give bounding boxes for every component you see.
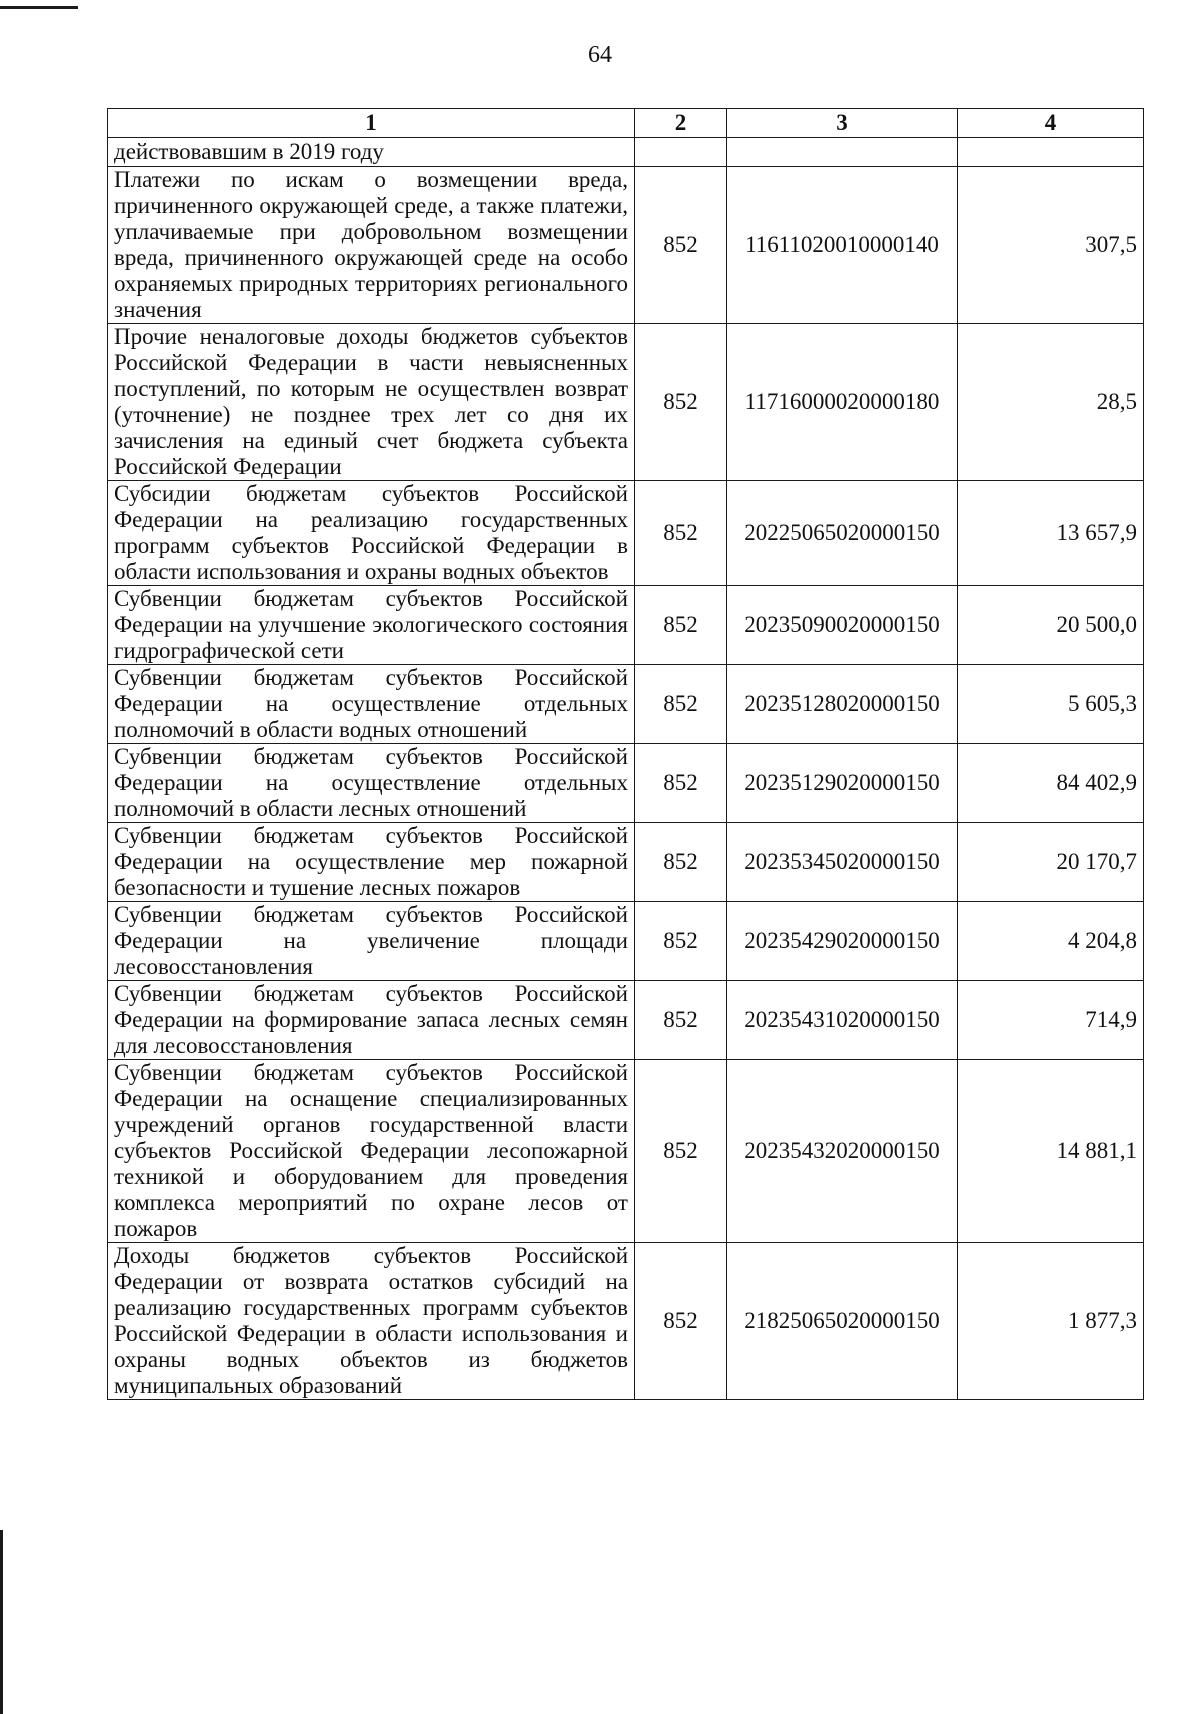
revenue-name: Прочие неналоговые доходы бюджетов субъектов Российской Федерации в части невыясненных поступлений, по которым не осуществлен возврат (уточнение) не позднее трех лет со дня их зачисления на единый счет бюджета субъекта Российской Федерации [108,324,635,481]
admin-code: 852 [635,324,727,481]
revenue-name: Субвенции бюджетам субъектов Российской Федерации на улучшение экологического состояния гидрографической сети [108,586,635,665]
table-row [108,324,1144,481]
table-row [108,902,1144,981]
table-row [108,586,1144,665]
budget-classification-code: 20235128020000150 [727,665,958,744]
admin-code: 852 [635,902,727,981]
empty-cell [635,138,727,167]
revenue-name: Субвенции бюджетам субъектов Российской Федерации на осуществление отдельных полномочий в области лесных отношений [108,744,635,823]
amount: 4 204,8 [958,902,1144,981]
budget-classification-code: 20225065020000150 [727,481,958,586]
amount: 714,9 [958,981,1144,1060]
budget-classification-code: 20235129020000150 [727,744,958,823]
header-col-2: 2 [635,109,727,138]
amount: 20 170,7 [958,823,1144,902]
revenue-table [107,108,1144,1400]
scan-edge-mark-top [0,6,78,9]
page-number: 64 [588,42,612,68]
table-row [108,665,1144,744]
admin-code: 852 [635,823,727,902]
admin-code: 852 [635,167,727,324]
revenue-name: Доходы бюджетов субъектов Российской Федерации от возврата остатков субсидий на реализацию государственных программ субъектов Российской Федерации в области использования и охраны водных объектов из бюджетов муниципальных образований [108,1243,635,1400]
table-row-continuation [108,138,1144,167]
admin-code: 852 [635,744,727,823]
table-row [108,481,1144,586]
revenue-name: Субвенции бюджетам субъектов Российской Федерации на формирование запаса лесных семян для лесовосстановления [108,981,635,1060]
admin-code: 852 [635,586,727,665]
budget-classification-code: 20235090020000150 [727,586,958,665]
amount: 13 657,9 [958,481,1144,586]
empty-cell [727,138,958,167]
budget-classification-code: 11611020010000140 [727,167,958,324]
table-row [108,1243,1144,1400]
budget-classification-code: 20235431020000150 [727,981,958,1060]
admin-code: 852 [635,1060,727,1243]
table-row [108,823,1144,902]
amount: 14 881,1 [958,1060,1144,1243]
revenue-name: Субвенции бюджетам субъектов Российской Федерации на осуществление отдельных полномочий в области водных отношений [108,665,635,744]
continuation-text: действовавшим в 2019 году [108,138,635,167]
table-row [108,744,1144,823]
budget-classification-code: 20235345020000150 [727,823,958,902]
revenue-name: Субсидии бюджетам субъектов Российской Федерации на реализацию государственных программ субъектов Российской Федерации в области использования и охраны водных объектов [108,481,635,586]
budget-classification-code: 20235432020000150 [727,1060,958,1243]
amount: 1 877,3 [958,1243,1144,1400]
table-row [108,1060,1144,1243]
budget-classification-code: 11716000020000180 [727,324,958,481]
amount: 84 402,9 [958,744,1144,823]
header-col-1: 1 [108,109,635,138]
header-col-4: 4 [958,109,1144,138]
revenue-name: Платежи по искам о возмещении вреда, причиненного окружающей среде, а также платежи, уплачиваемые при добровольном возмещении вреда, причиненного окружающей среде на особо охраняемых природных территориях регионального значения [108,167,635,324]
revenue-name: Субвенции бюджетам субъектов Российской Федерации на увеличение площади лесовосстановления [108,902,635,981]
amount: 5 605,3 [958,665,1144,744]
amount: 307,5 [958,167,1144,324]
budget-classification-code: 20235429020000150 [727,902,958,981]
table-header-row [108,109,1144,138]
admin-code: 852 [635,665,727,744]
scan-edge-mark-left [0,1530,3,1714]
amount: 20 500,0 [958,586,1144,665]
header-col-3: 3 [727,109,958,138]
admin-code: 852 [635,1243,727,1400]
amount: 28,5 [958,324,1144,481]
budget-classification-code: 21825065020000150 [727,1243,958,1400]
revenue-name: Субвенции бюджетам субъектов Российской Федерации на осуществление мер пожарной безопасности и тушение лесных пожаров [108,823,635,902]
admin-code: 852 [635,481,727,586]
admin-code: 852 [635,981,727,1060]
empty-cell [958,138,1144,167]
table-row [108,981,1144,1060]
table-row [108,167,1144,324]
revenue-name: Субвенции бюджетам субъектов Российской Федерации на оснащение специализированных учреждений органов государственной власти субъектов Российской Федерации лесопожарной техникой и оборудованием для проведения комплекса мероприятий по охране лесов от пожаров [108,1060,635,1243]
